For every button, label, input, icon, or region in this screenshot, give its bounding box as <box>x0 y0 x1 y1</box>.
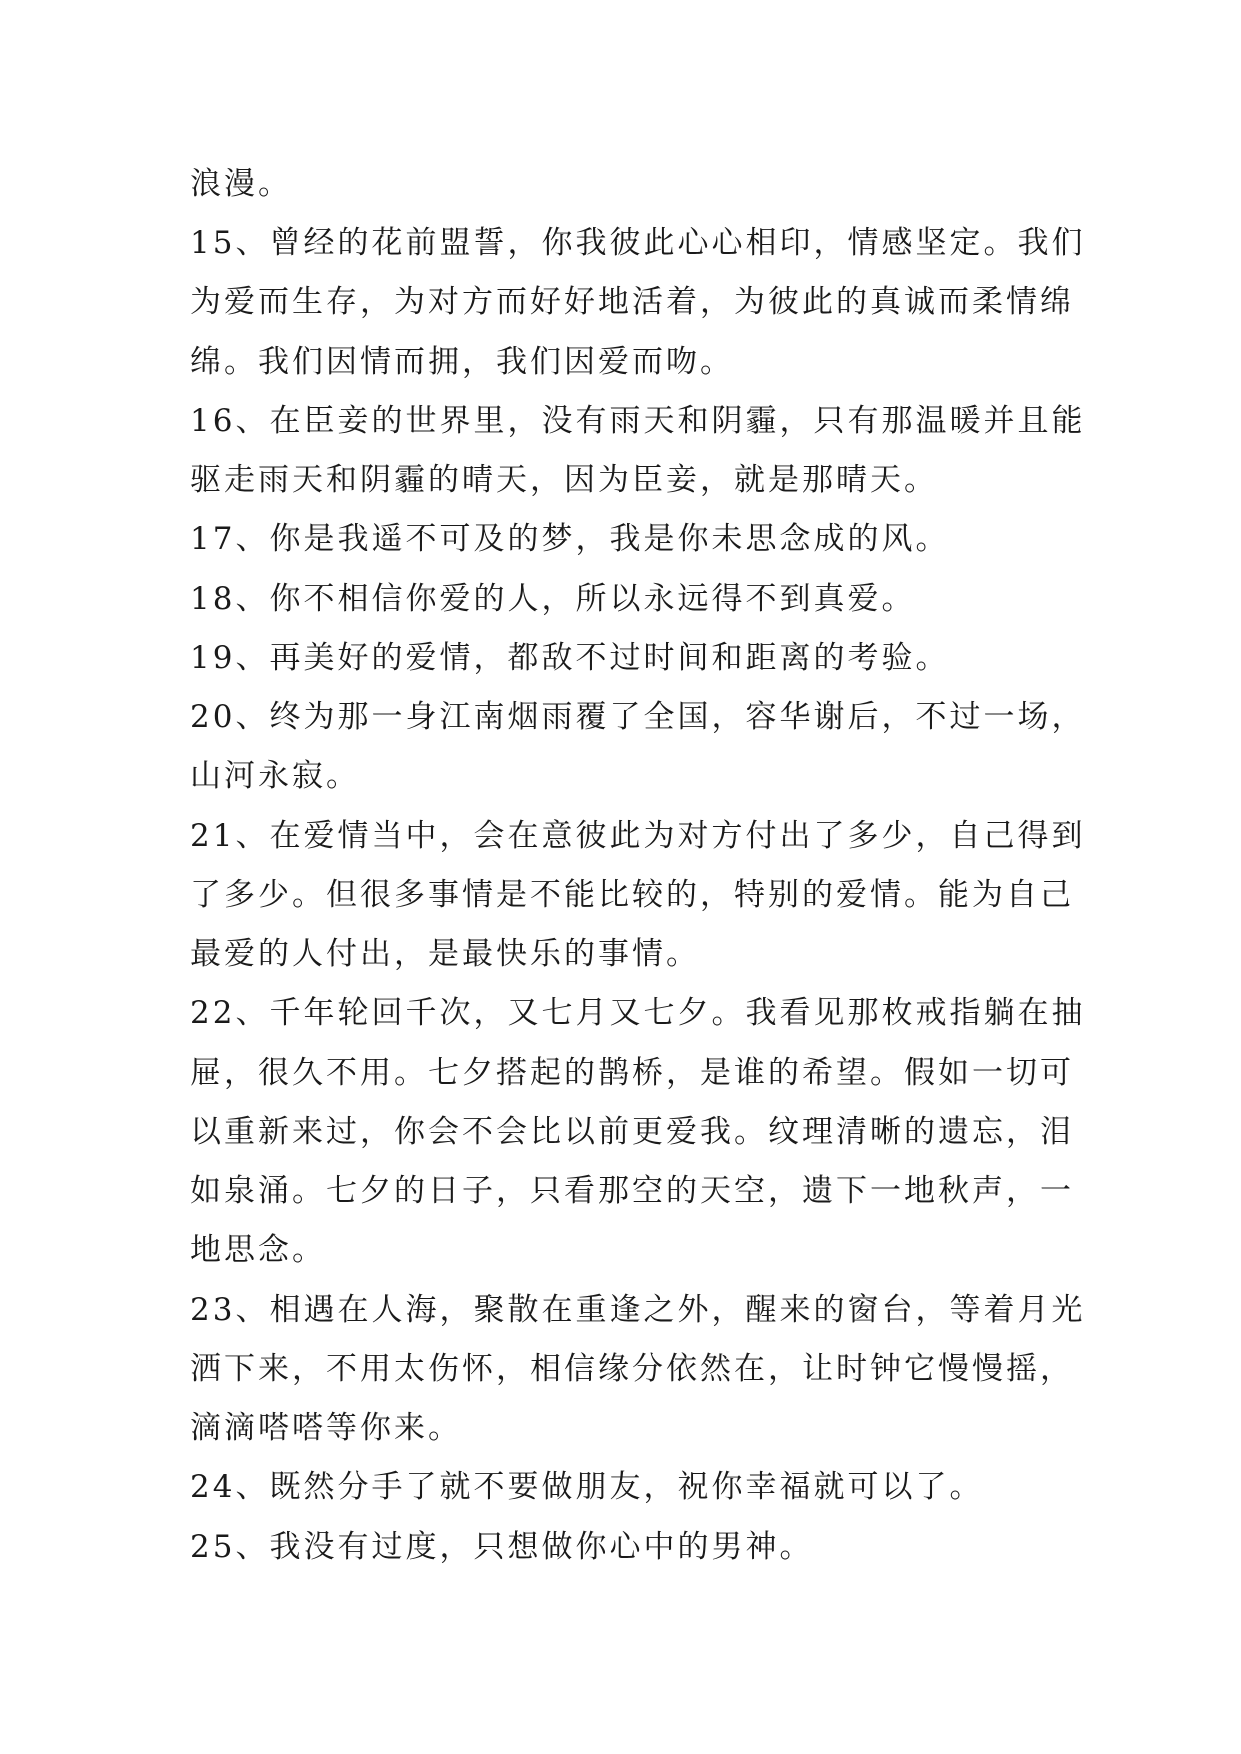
text-line: 了多少。但很多事情是不能比较的，特别的爱情。能为自己 <box>190 877 1074 913</box>
text-line: 洒下来，不用太伤怀，相信缘分依然在，让时钟它慢慢摇， <box>190 1351 1074 1387</box>
text-line: 山河永寂。 <box>190 758 360 794</box>
text-line: 如泉涌。七夕的日子，只看那空的天空，遗下一地秋声，一 <box>190 1173 1074 1209</box>
text-line: 18、你不相信你爱的人，所以永远得不到真爱。 <box>190 581 916 617</box>
text-line: 22、千年轮回千次，又七月又七夕。我看见那枚戒指躺在抽 <box>190 995 1086 1031</box>
text-line: 20、终为那一身江南烟雨覆了全国，容华谢后，不过一场， <box>190 699 1086 735</box>
text-line: 浪漫。 <box>190 166 292 202</box>
text-line: 为爱而生存，为对方而好好地活着，为彼此的真诚而柔情绵 <box>190 284 1074 320</box>
text-line: 驱走雨天和阴霾的晴天，因为臣妾，就是那晴天。 <box>190 462 938 498</box>
text-line: 16、在臣妾的世界里，没有雨天和阴霾，只有那温暖并且能 <box>190 403 1086 439</box>
text-line: 绵。我们因情而拥，我们因爱而吻。 <box>190 344 734 380</box>
text-line: 屉，很久不用。七夕搭起的鹊桥，是谁的希望。假如一切可 <box>190 1055 1074 1091</box>
text-line: 以重新来过，你会不会比以前更爱我。纹理清晰的遗忘，泪 <box>190 1114 1074 1150</box>
text-line: 25、我没有过度，只想做你心中的男神。 <box>190 1529 814 1565</box>
text-line: 23、相遇在人海，聚散在重逢之外，醒来的窗台，等着月光 <box>190 1292 1086 1328</box>
text-line: 15、曾经的花前盟誓，你我彼此心心相印，情感坚定。我们 <box>190 225 1086 261</box>
text-line: 地思念。 <box>190 1232 326 1268</box>
text-line: 17、你是我遥不可及的梦，我是你未思念成的风。 <box>190 521 950 557</box>
text-line: 19、再美好的爱情，都敌不过时间和距离的考验。 <box>190 640 950 676</box>
text-line: 滴滴嗒嗒等你来。 <box>190 1410 462 1446</box>
text-line: 最爱的人付出，是最快乐的事情。 <box>190 936 700 972</box>
text-line: 21、在爱情当中，会在意彼此为对方付出了多少，自己得到 <box>190 818 1086 854</box>
text-line: 24、既然分手了就不要做朋友，祝你幸福就可以了。 <box>190 1469 984 1505</box>
